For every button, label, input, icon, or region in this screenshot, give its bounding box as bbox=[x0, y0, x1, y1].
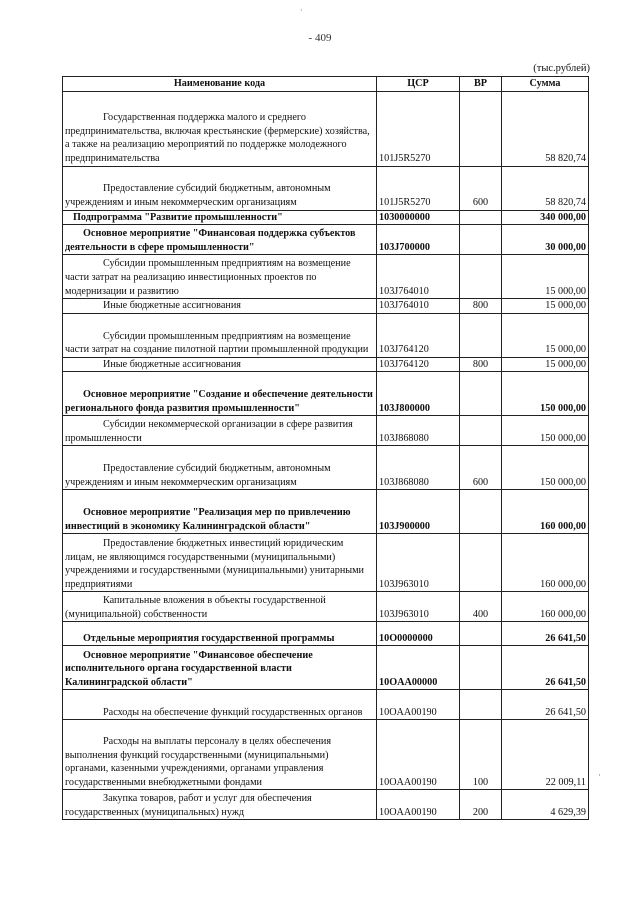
cell-csr: 101J5R5270 bbox=[377, 166, 460, 210]
cell-vr: 800 bbox=[460, 357, 502, 372]
table-row bbox=[63, 225, 589, 255]
table-row bbox=[63, 446, 589, 490]
cell-name bbox=[63, 255, 377, 299]
cell-csr: 101J5R5270 bbox=[377, 91, 460, 166]
cell-vr: 400 bbox=[460, 592, 502, 622]
cell-name bbox=[63, 646, 377, 690]
table-row bbox=[63, 255, 589, 299]
cell-csr: 103J868080 bbox=[377, 416, 460, 446]
row-name-text: Основное мероприятие "Финансовая поддержка субъектов деятельности в сфере промышленности" bbox=[65, 228, 356, 253]
cell-vr: 100 bbox=[460, 720, 502, 790]
cell-name bbox=[63, 91, 377, 166]
cell-csr: 103J800000 bbox=[377, 372, 460, 416]
row-name-text: Закупка товаров, работ и услуг для обеспечения государственных (муниципальных) нужд bbox=[65, 793, 312, 818]
cell-sum: 150 000,00 bbox=[502, 446, 589, 490]
cell-vr bbox=[460, 534, 502, 592]
cell-vr bbox=[460, 210, 502, 225]
cell-csr: 10OAA00190 bbox=[377, 790, 460, 820]
table-row bbox=[63, 210, 589, 225]
page-number: - 409 bbox=[308, 32, 332, 44]
row-name-text: Субсидии промышленным предприятиям на возмещение части затрат на реализацию инвестиционных проектов по модернизации и развитию bbox=[65, 258, 351, 297]
table-row bbox=[63, 790, 589, 820]
cell-csr: 103J764120 bbox=[377, 357, 460, 372]
cell-sum: 160 000,00 bbox=[502, 592, 589, 622]
scan-speck: · bbox=[300, 6, 303, 15]
row-name-text: Расходы на выплаты персоналу в целях обеспечения выполнения функций государственными (муниципальными) органами, казенными учреждениями, органами управления государственными внебюджетными фондами bbox=[65, 736, 332, 788]
cell-name bbox=[63, 592, 377, 622]
budget-table bbox=[62, 76, 589, 820]
cell-sum: 15 000,00 bbox=[502, 299, 589, 314]
row-name-text: Иные бюджетные ассигнования bbox=[103, 300, 241, 312]
cell-vr bbox=[460, 225, 502, 255]
cell-name bbox=[63, 490, 377, 534]
cell-name bbox=[63, 166, 377, 210]
cell-sum: 340 000,00 bbox=[502, 210, 589, 225]
cell-csr: 103J963010 bbox=[377, 592, 460, 622]
cell-vr bbox=[460, 91, 502, 166]
table-row bbox=[63, 720, 589, 790]
cell-sum: 15 000,00 bbox=[502, 313, 589, 357]
cell-sum: 22 009,11 bbox=[502, 720, 589, 790]
table-row bbox=[63, 592, 589, 622]
table-row bbox=[63, 646, 589, 690]
cell-vr bbox=[460, 622, 502, 646]
cell-sum: 58 820,74 bbox=[502, 166, 589, 210]
cell-name bbox=[63, 372, 377, 416]
row-name-text: Иные бюджетные ассигнования bbox=[103, 358, 241, 370]
row-name-text: Основное мероприятие "Реализация мер по привлечению инвестиций в экономику Калининградской области" bbox=[65, 507, 351, 532]
cell-name bbox=[63, 313, 377, 357]
cell-csr: 103J963010 bbox=[377, 534, 460, 592]
table-row bbox=[63, 490, 589, 534]
cell-name bbox=[63, 357, 377, 372]
cell-name bbox=[63, 790, 377, 820]
table-row bbox=[63, 357, 589, 372]
cell-sum: 150 000,00 bbox=[502, 416, 589, 446]
header-csr: ЦСР bbox=[377, 77, 460, 92]
table-body bbox=[63, 91, 589, 820]
cell-sum: 26 641,50 bbox=[502, 690, 589, 720]
row-name-text: Предоставление субсидий бюджетным, автономным учреждениям и иным некоммерческим организациям bbox=[65, 463, 331, 488]
cell-name bbox=[63, 446, 377, 490]
cell-vr bbox=[460, 490, 502, 534]
cell-sum: 30 000,00 bbox=[502, 225, 589, 255]
cell-vr: 800 bbox=[460, 299, 502, 314]
header-row bbox=[63, 77, 589, 92]
cell-sum: 26 641,50 bbox=[502, 646, 589, 690]
cell-csr: 10O0000000 bbox=[377, 622, 460, 646]
cell-csr: 103J868080 bbox=[377, 446, 460, 490]
row-name-text: Отдельные мероприятия государственной программы bbox=[83, 632, 335, 644]
cell-vr bbox=[460, 255, 502, 299]
row-name-text: Основное мероприятие "Финансовое обеспечение исполнительного органа государственной власти Калининградской области" bbox=[65, 649, 313, 688]
cell-name bbox=[63, 210, 377, 225]
cell-sum: 160 000,00 bbox=[502, 490, 589, 534]
table-row bbox=[63, 91, 589, 166]
cell-vr: 600 bbox=[460, 446, 502, 490]
row-name-text: Основное мероприятие "Создание и обеспечение деятельности регионального фонда развития промышленности" bbox=[65, 389, 373, 414]
table-row bbox=[63, 166, 589, 210]
cell-name bbox=[63, 416, 377, 446]
cell-name bbox=[63, 225, 377, 255]
header-vr: ВР bbox=[460, 77, 502, 92]
cell-name bbox=[63, 720, 377, 790]
row-name-text: Государственная поддержка малого и среднего предпринимательства, включая крестьянские (фермерские) хозяйства, а также на реализацию мероприятий по поддержке молодежного предпринимательства bbox=[65, 112, 370, 164]
cell-name bbox=[63, 299, 377, 314]
table-row bbox=[63, 372, 589, 416]
cell-csr: 10OAA00000 bbox=[377, 646, 460, 690]
table-row bbox=[63, 416, 589, 446]
cell-sum: 15 000,00 bbox=[502, 255, 589, 299]
cell-name bbox=[63, 690, 377, 720]
row-name-text: Подпрограмма "Развитие промышленности" bbox=[73, 211, 283, 223]
table-row bbox=[63, 534, 589, 592]
table-row bbox=[63, 622, 589, 646]
table-row bbox=[63, 313, 589, 357]
cell-sum: 4 629,39 bbox=[502, 790, 589, 820]
cell-csr: 1030000000 bbox=[377, 210, 460, 225]
cell-csr: 103J700000 bbox=[377, 225, 460, 255]
cell-sum: 26 641,50 bbox=[502, 622, 589, 646]
cell-csr: 10OAA00190 bbox=[377, 690, 460, 720]
cell-csr: 103J764120 bbox=[377, 313, 460, 357]
table-header bbox=[63, 77, 589, 92]
cell-sum: 58 820,74 bbox=[502, 91, 589, 166]
cell-vr bbox=[460, 372, 502, 416]
unit-note: (тыс.рублей) bbox=[533, 63, 590, 74]
row-name-text: Субсидии промышленным предприятиям на возмещение части затрат на создание пилотной партии промышленной продукции bbox=[65, 330, 369, 356]
row-name-text: Предоставление бюджетных инвестиций юридическим лицам, не являющимся государственными (муниципальными) учреждениями и государственными (муниципальными) унитарными предприятиями bbox=[65, 538, 365, 590]
cell-vr bbox=[460, 646, 502, 690]
cell-vr: 200 bbox=[460, 790, 502, 820]
row-name-text: Расходы на обеспечение функций государственных органов bbox=[103, 706, 363, 718]
table-row bbox=[63, 690, 589, 720]
cell-vr bbox=[460, 416, 502, 446]
cell-sum: 15 000,00 bbox=[502, 357, 589, 372]
table-row bbox=[63, 299, 589, 314]
cell-sum: 160 000,00 bbox=[502, 534, 589, 592]
cell-vr bbox=[460, 690, 502, 720]
cell-csr: 103J764010 bbox=[377, 299, 460, 314]
cell-name bbox=[63, 622, 377, 646]
cell-csr: 103J764010 bbox=[377, 255, 460, 299]
cell-sum: 150 000,00 bbox=[502, 372, 589, 416]
header-name: Наименование кода bbox=[63, 77, 377, 92]
row-name-text: Капитальные вложения в объекты государственной (муниципальной) собственности bbox=[65, 595, 326, 620]
cell-csr: 103J900000 bbox=[377, 490, 460, 534]
row-name-text: Субсидии некоммерческой организации в сфере развития промышленности bbox=[65, 419, 353, 444]
row-name-text: Предоставление субсидий бюджетным, автономным учреждениям и иным некоммерческим организациям bbox=[65, 183, 331, 208]
cell-vr bbox=[460, 313, 502, 357]
cell-csr: 10OAA00190 bbox=[377, 720, 460, 790]
scan-speck: · bbox=[598, 770, 601, 780]
cell-name bbox=[63, 534, 377, 592]
header-sum: Сумма bbox=[502, 77, 589, 92]
cell-vr: 600 bbox=[460, 166, 502, 210]
